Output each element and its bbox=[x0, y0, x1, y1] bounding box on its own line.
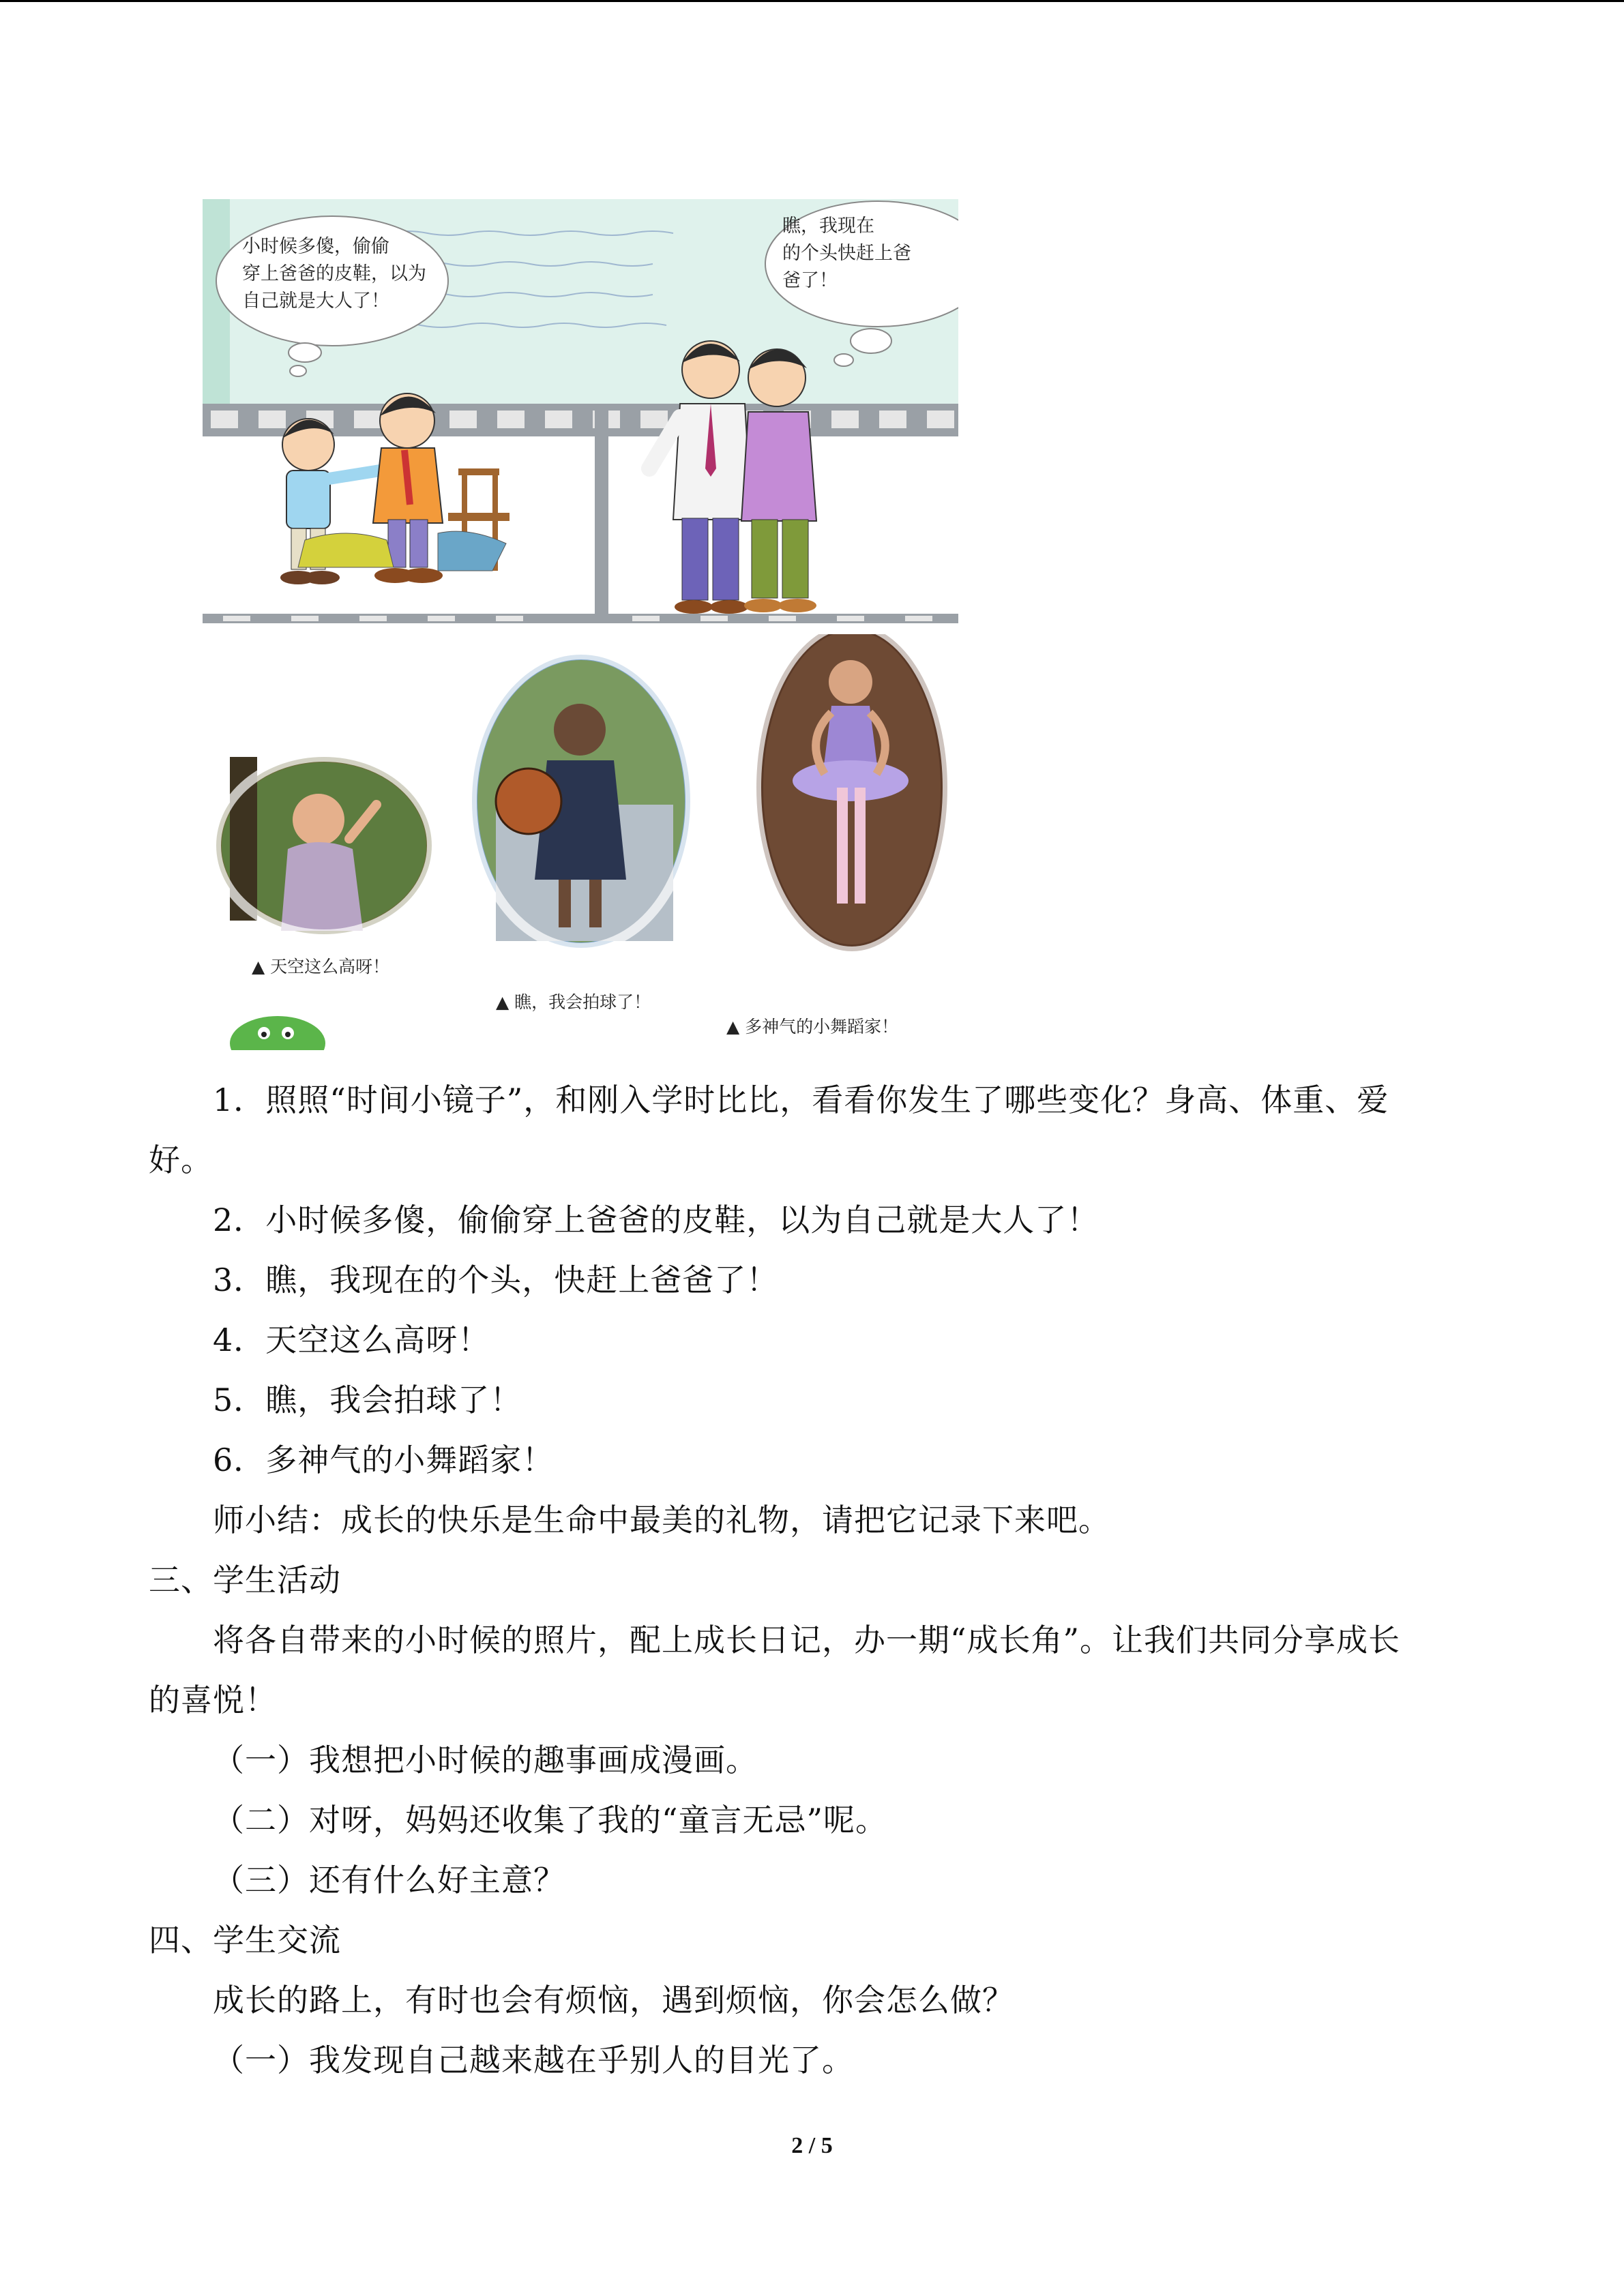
section-3-sub-1: （一）我想把小时候的趣事画成漫画。 bbox=[213, 1742, 758, 1778]
item-1-line-2: 好。 bbox=[149, 1142, 213, 1178]
item-2: 2．小时候多傻，偷偷穿上爸爸的皮鞋，以为自己就是大人了！ bbox=[213, 1202, 1099, 1238]
photo-caption-2: ▲ 瞧，我会拍球了！ bbox=[496, 992, 651, 1012]
top-border-line bbox=[0, 0, 1624, 2]
item-1-line-1: 1．照照“时间小镜子”，和刚入学时比比，看看你发生了哪些变化？身高、体重、爱 bbox=[213, 1082, 1389, 1118]
photo-little-ballerina bbox=[756, 634, 947, 951]
page-number: 2 / 5 bbox=[791, 2133, 833, 2158]
photo-baby-looking-up bbox=[216, 757, 432, 934]
comic-illustration bbox=[203, 199, 958, 623]
comic-bubble-left-text: 小时候多傻，偷偷 穿上爸爸的皮鞋，以为 自己就是大人了！ bbox=[242, 236, 426, 312]
photo-girl-with-basketball bbox=[472, 655, 690, 948]
photo-caption-1: ▲ 天空这么高呀！ bbox=[252, 957, 390, 976]
teacher-summary: 师小结：成长的快乐是生命中最美的礼物，请把它记录下来吧。 bbox=[213, 1502, 1110, 1538]
childhood-photos bbox=[203, 634, 966, 1050]
section-3-paragraph-line-2: 的喜悦！ bbox=[149, 1682, 277, 1718]
green-cartoon-peek bbox=[230, 1016, 325, 1050]
section-3-heading: 三、学生活动 bbox=[149, 1562, 341, 1598]
section-4-paragraph: 成长的路上，有时也会有烦恼，遇到烦恼，你会怎么做？ bbox=[213, 1982, 1014, 2018]
section-3-sub-2: （二）对呀，妈妈还收集了我的“童言无忌”呢。 bbox=[213, 1802, 888, 1838]
item-4: 4．天空这么高呀！ bbox=[213, 1322, 490, 1358]
item-5: 5．瞧，我会拍球了！ bbox=[213, 1382, 522, 1418]
comic-bubble-right-text: 瞧，我现在 的个头快赶上爸 爸了！ bbox=[782, 215, 911, 291]
item-3: 3．瞧，我现在的个头，快赶上爸爸了！ bbox=[213, 1262, 779, 1298]
section-4-sub-1: （一）我发现自己越来越在乎别人的目光了。 bbox=[213, 2042, 854, 2078]
section-3-sub-3: （三）还有什么好主意？ bbox=[213, 1862, 565, 1898]
section-3-paragraph-line-1: 将各自带来的小时候的照片，配上成长日记，办一期“成长角”。让我们共同分享成长 bbox=[213, 1622, 1401, 1658]
item-6: 6．多神气的小舞蹈家！ bbox=[213, 1442, 555, 1478]
photo-caption-3: ▲ 多神气的小舞蹈家！ bbox=[726, 1017, 899, 1037]
section-4-heading: 四、学生交流 bbox=[149, 1922, 341, 1958]
